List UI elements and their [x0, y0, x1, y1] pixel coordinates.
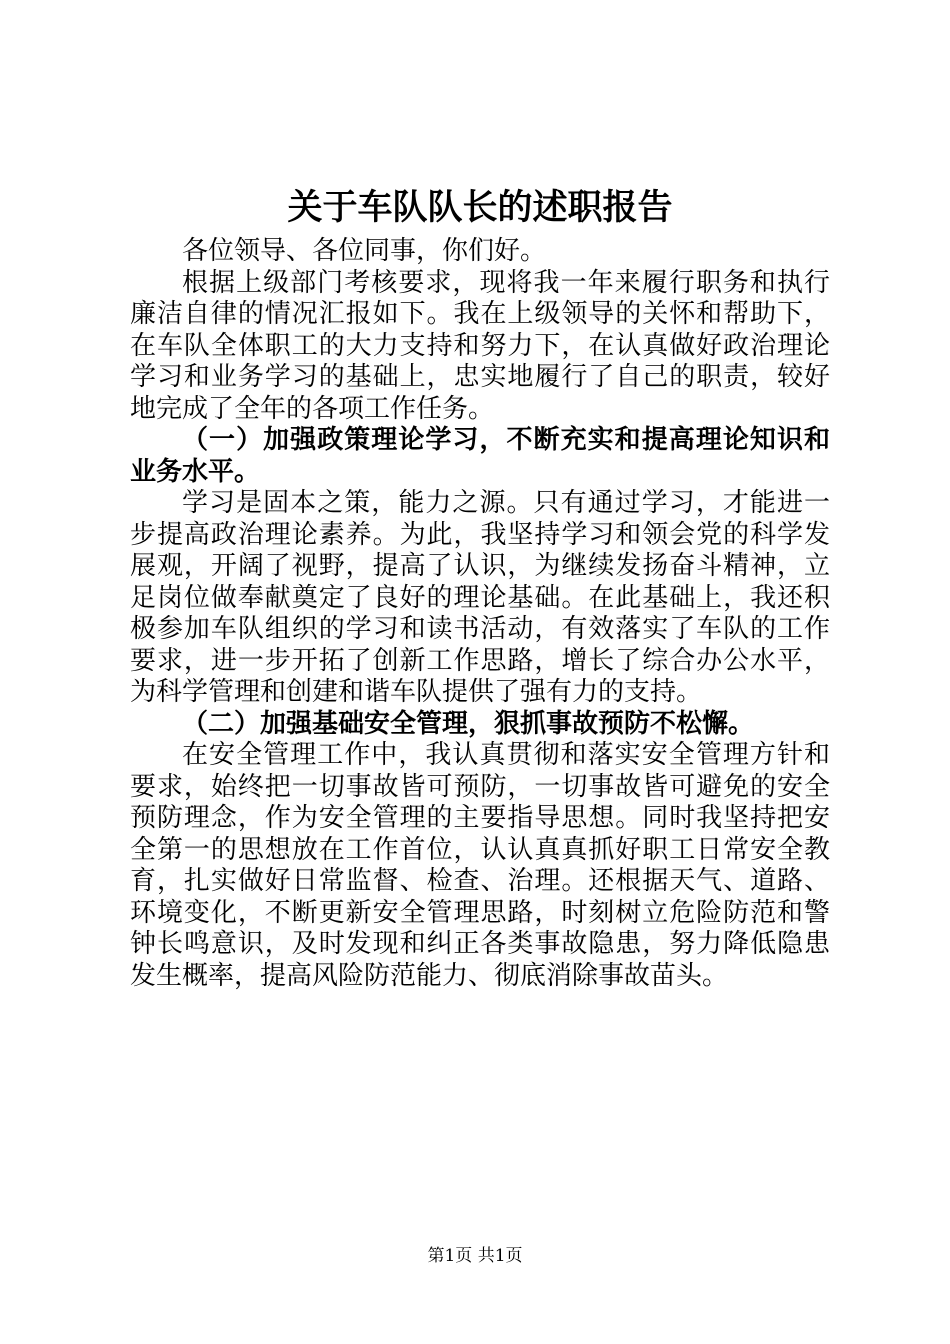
section-1-paragraph: 学习是固本之策，能力之源。只有通过学习，才能进一步提高政治理论素养。为此，我坚持学习和领会党的科学发展观，开阔了视野，提高了认识，为继续发扬奋斗精神，立足岗位做奉献奠定了良好的理论基础。在此基础上，我还积极参加车队组织的学习和读书活动，有效落实了车队的工作要求，进一步开拓了创新工作思路，增长了综合办公水平，为科学管理和创建和谐车队提供了强有力的支持。 — [130, 488, 830, 707]
intro-paragraph: 根据上级部门考核要求，现将我一年来履行职务和执行廉洁自律的情况汇报如下。我在上级领导的关怀和帮助下，在车队全体职工的大力支持和努力下，在认真做好政治理论学习和业务学习的基础上，忠实地履行了自己的职责，较好地完成了全年的各项工作任务。 — [130, 267, 830, 424]
section-heading-2: （二）加强基础安全管理，狠抓事故预防不松懈。 — [182, 708, 755, 739]
document-body — [130, 236, 830, 992]
page-footer: 第1页 共1页 — [427, 1246, 523, 1266]
section-2-paragraph: 在安全管理工作中，我认真贯彻和落实安全管理方针和要求，始终把一切事故皆可预防，一切事故皆可避免的安全预防理念，作为安全管理的主要指导思想。同时我坚持把安全第一的思想放在工作首位，认认真真抓好职工日常安全教育，扎实做好日常监督、检查、治理。还根据天气、道路、环境变化，不断更新安全管理思路，时刻树立危险防范和警钟长鸣意识，及时发现和纠正各类事故隐患，努力降低隐患发生概率，提高风险防范能力、彻底消除事故苗头。 — [130, 740, 830, 991]
document-title: 关于车队队长的述职报告 — [287, 187, 673, 228]
greeting-paragraph: 各位领导、各位同事，你们好。 — [182, 236, 547, 266]
section-heading-1: （一）加强政策理论学习，不断充实和提高理论知识和业务水平。 — [130, 425, 830, 487]
